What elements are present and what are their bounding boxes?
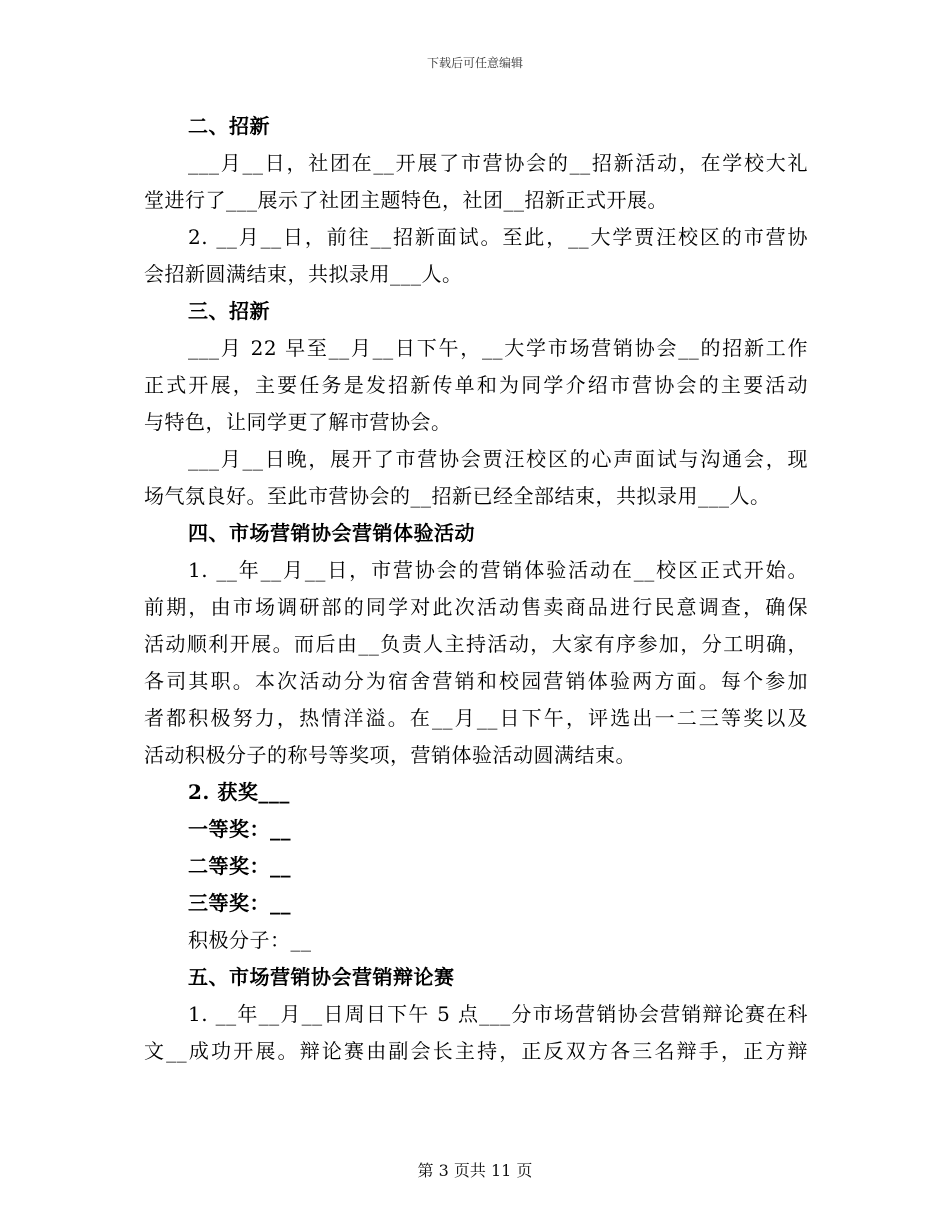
paragraph-line: 堂进行了___展示了社团主题特色，社团__招新正式开展。 bbox=[144, 188, 668, 212]
paragraph-line: 会招新圆满结束，共拟录用___人。 bbox=[144, 262, 463, 286]
award-third-prize: 三等奖：__ bbox=[188, 891, 291, 915]
paragraph-line: 活动顺利开展。而后由__负责人主持活动，大家有序参加，分工明确， bbox=[144, 632, 808, 656]
section-heading-recruit-2: 二、招新 bbox=[188, 114, 270, 138]
page-footer: 第 3 页共 11 页 bbox=[417, 1161, 533, 1180]
section-heading-marketing-experience: 四、市场营销协会营销体验活动 bbox=[188, 521, 475, 545]
paragraph-line: 文__成功开展。辩论赛由副会长主持，正反双方各三名辩手，正方辩 bbox=[144, 1039, 808, 1063]
paragraph-line: 各司其职。本次活动分为宿舍营销和校园营销体验两方面。每个参加 bbox=[144, 669, 808, 693]
awards-heading: 2. 获奖___ bbox=[188, 780, 290, 804]
paragraph-line: ___月__日晚，展开了市营协会贾汪校区的心声面试与沟通会，现 bbox=[188, 447, 808, 471]
paragraph-line: ___月 22 早至__月__日下午，__大学市场营销协会__的招新工作 bbox=[188, 336, 808, 360]
award-first-prize: 一等奖：__ bbox=[188, 817, 291, 841]
award-second-prize: 二等奖：__ bbox=[188, 854, 291, 878]
paragraph-line: ___月__日，社团在__开展了市营协会的__招新活动，在学校大礼 bbox=[188, 151, 808, 175]
paragraph-line: 正式开展，主要任务是发招新传单和为同学介绍市营协会的主要活动 bbox=[144, 373, 808, 397]
section-heading-recruit-3: 三、招新 bbox=[188, 299, 270, 323]
document-body bbox=[144, 108, 808, 1070]
paragraph-line: 场气氛良好。至此市营协会的__招新已经全部结束，共拟录用___人。 bbox=[144, 484, 771, 508]
section-heading-debate: 五、市场营销协会营销辩论赛 bbox=[188, 965, 455, 989]
paragraph-line: 2. __月__日，前往__招新面试。至此，__大学贾汪校区的市营协 bbox=[188, 225, 808, 249]
paragraph-line: 活动积极分子的称号等奖项，营销体验活动圆满结束。 bbox=[144, 743, 636, 767]
paragraph-line: 与特色，让同学更了解市营协会。 bbox=[144, 410, 452, 434]
award-active-member: 积极分子：__ bbox=[188, 928, 312, 952]
paragraph-line: 者都积极努力，热情洋溢。在__月__日下午，评选出一二三等奖以及 bbox=[144, 706, 808, 730]
page-header: 下载后可任意编辑 bbox=[426, 56, 523, 70]
paragraph-line: 前期，由市场调研部的同学对此次活动售卖商品进行民意调查，确保 bbox=[144, 595, 808, 619]
paragraph-line: 1. __年__月__日周日下午 5 点___分市场营销协会营销辩论赛在科 bbox=[188, 1002, 808, 1026]
paragraph-line: 1. __年__月__日，市营协会的营销体验活动在__校区正式开始。 bbox=[188, 558, 808, 582]
